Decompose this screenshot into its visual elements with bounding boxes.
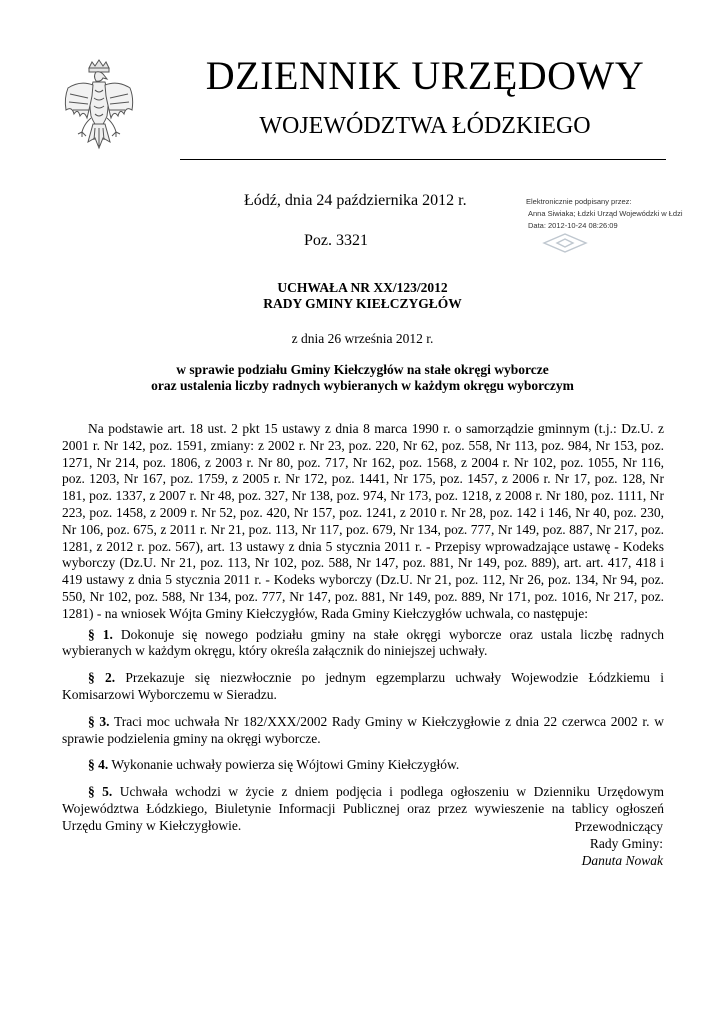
signature-line-signer: Anna Siwiaka; Łdzki Urząd Wojewódzki w Łdzi [528, 209, 683, 218]
journal-subtitle: WOJEWÓDZTWA ŁÓDZKIEGO [259, 113, 591, 139]
signatory-role: Przewodniczący [574, 819, 663, 834]
resolution-subject-line: oraz ustalenia liczby radnych wybieranych w każdym okręgu wyborczym [151, 378, 574, 393]
section-paragraph [62, 714, 664, 748]
section-text: Przekazuje się niezwłocznie po jednym egzemplarzu uchwały Wojewodzie Łódzkiemu i Komisarzowi Wyborczemu w Sieradzu. [62, 670, 665, 702]
section-text: Traci moc uchwała Nr 182/XXX/2002 Rady Gminy w Kiełczygłowie z dnia 22 czerwca 2002 r. w sprawie podzielenia gminy na okręgi wyborcze. [62, 713, 664, 746]
signatory-block [575, 818, 663, 869]
resolution-date: z dnia 26 września 2012 r. [291, 331, 434, 346]
section-text: Wykonanie uchwały powierza się Wójtowi Gminy Kiełczygłów. [108, 757, 460, 773]
signature-stamp-icon [540, 232, 590, 254]
resolution-number: UCHWAŁA NR XX/123/2012 [277, 280, 448, 295]
section-text: Uchwała wchodzi w życie z dniem podjęcia i podlega ogłoszeniu w Dzienniku Urzędowym Województwa Łódzkiego, Biuletynie Informacji Publicznej oraz przez wywieszenie na tablicy ogłoszeń Urzędu Gminy w Kiełczygłowie. [62, 784, 664, 833]
electronic-signature-block [526, 196, 722, 232]
section-mark: § 3. [88, 713, 110, 729]
section-mark: § 5. [88, 784, 113, 800]
resolution-subject-line: w sprawie podziału Gminy Kiełczygłów na stałe okręgi wyborcze [176, 362, 549, 377]
section-mark: § 1. [88, 626, 113, 642]
section-paragraph [62, 627, 664, 661]
section-paragraph [62, 757, 664, 774]
section-text: Dokonuje się nowego podziału gminy na stałe okręgi wyborcze oraz ustala liczbę radnych wybieranych w każdym okręgu, który określa załącznik do niniejszej uchwały. [62, 626, 664, 659]
section-mark: § 4. [88, 757, 109, 773]
resolution-content [62, 421, 664, 845]
header-divider [180, 159, 666, 160]
signatory-body: Rady Gminy: [589, 836, 663, 851]
resolution-issuing-body: RADY GMINY KIEŁCZYGŁÓW [263, 296, 462, 311]
position-number: Poz. 3321 [304, 232, 368, 249]
eagle-emblem-icon [60, 58, 138, 162]
section-mark: § 2. [88, 670, 116, 686]
signatory-name: Danuta Nowak [581, 853, 663, 868]
resolution-subject [0, 362, 725, 394]
signature-line-date: Data: 2012-10-24 08:26:09 [528, 221, 618, 230]
section-paragraph [62, 670, 664, 704]
publication-place-date: Łódź, dnia 24 października 2012 r. [244, 192, 467, 209]
journal-title: DZIENNIK URZĘDOWY [205, 53, 645, 98]
signature-line-signed-by: Elektronicznie podpisany przez: [526, 197, 632, 206]
resolution-heading [0, 280, 725, 312]
legal-basis-paragraph: Na podstawie art. 18 ust. 2 pkt 15 ustawy z dnia 8 marca 1990 r. o samorządzie gminnym (t.j.: Dz.U. z 2001 r. Nr 142, poz. 1591, zmiany: z 2002 r. Nr 23, poz. 220, Nr 62, poz. 558, Nr 113, poz. 984, Nr 153, poz. 1271, Nr 214, poz. 1806, z 2003 r. Nr 80, poz. 717, Nr 162, poz. 1568, z 2004 r. Nr 102, poz. 1055, Nr 116, poz. 1203, Nr 167, poz. 1759, z 2005 r. Nr 172, poz. 1441, Nr 175, poz. 1457, z 2006 r. Nr 17, poz. 128, Nr 181, poz. 1337, z 2007 r. Nr 48, poz. 327, Nr 138, poz. 974, Nr 173, poz. 1218, z 2008 r. Nr 180, poz. 1111, Nr 223, poz. 1458, z 2009 r. Nr 52, poz. 420, Nr 157, poz. 1241, z 2010 r. Nr 28, poz. 142 i 146, Nr 40, poz. 230, Nr 106, poz. 675, z 2011 r. Nr 21, poz. 113, Nr 117, poz. 679, Nr 134, poz. 777, Nr 149, poz. 887, Nr 217, poz. 1281, z 2012 r. poz. 567), art. 13 ustawy z dnia 5 stycznia 2011 r. - Przepisy wprowadzające ustawę - Kodeks wyborczy (Dz.U. Nr 21, poz. 113, Nr 102, poz. 588, Nr 147, poz. 881, Nr 149, poz. 889), art. art. 417, 418 i 419 ustawy z dnia 5 stycznia 2011 r. - Kodeks wyborczy (Dz.U. Nr 21, poz. 112, Nr 26, poz. 134, Nr 94, poz. 550, Nr 102, poz. 588, Nr 134, poz. 777, Nr 147, poz. 881, Nr 149, poz. 889, Nr 171, poz. 1016, Nr 217, poz. 1281) - na wniosek Wójta Gminy Kiełczygłów, Rada Gminy Kiełczygłów uchwala, co następuje: [62, 421, 664, 621]
